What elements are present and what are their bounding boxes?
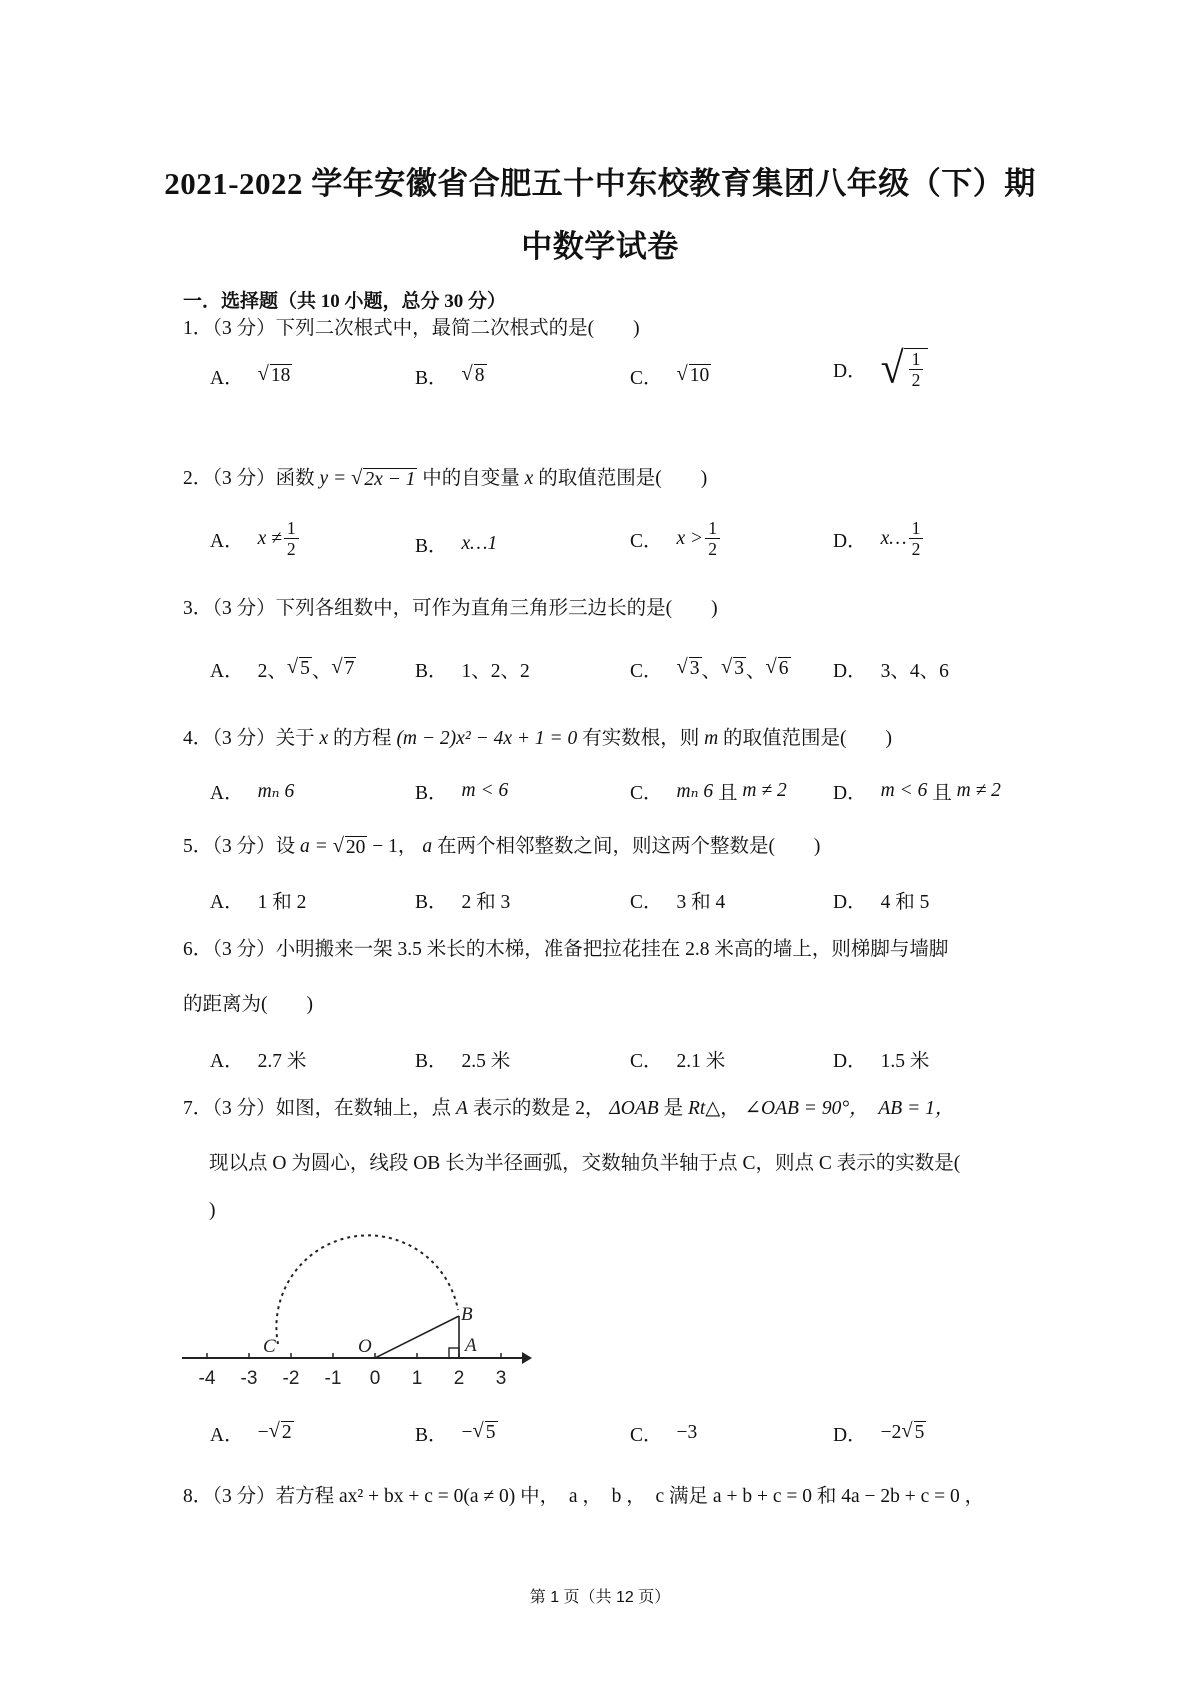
tick-label: 2	[453, 1368, 465, 1389]
option-a: A． x ≠ $\frac{1}{2}$	[210, 518, 301, 559]
page-title-line1: 2021-2022 学年安徽省合肥五十中东校教育集团八年级（下）期	[164, 166, 1036, 201]
right-angle-mark	[449, 1348, 459, 1358]
option-c: C． −3	[630, 1422, 698, 1446]
segment-OB	[375, 1316, 459, 1358]
option-a: A． √ 18	[210, 363, 291, 389]
option-a: A． 2.7 米	[210, 1051, 307, 1072]
question-3-options	[210, 655, 1110, 695]
question-4-options	[210, 777, 1110, 817]
question-1-stem: 1．（3 分）下列二次根式中，最简二次根式的是( )	[183, 318, 640, 339]
point-label-B: B	[461, 1304, 473, 1325]
option-a: A． 2、 √ 5 、 √ 7	[210, 656, 355, 682]
question-1-options	[210, 344, 1110, 402]
sqrt-expression: √ 18	[257, 363, 291, 387]
option-b: B． m < 6	[415, 780, 509, 804]
question-4-stem: 4．（3 分）关于 x 的方程 (m − 2)x² − 4x + 1 = 0 有实数根，则 m 的取值范围是( )	[183, 728, 893, 749]
option-c: C． √ 3 、 √ 3 、 √ 6	[630, 656, 789, 682]
option-b: B． 2.5 米	[415, 1051, 511, 1072]
tick-label: 0	[369, 1368, 381, 1389]
sqrt-fraction: √ $\frac{1}{2}$	[881, 348, 929, 390]
option-c: C． mₙ 6 且 m ≠ 2	[630, 780, 787, 804]
section-heading: 一．选择题（共 10 小题，总分 30 分）	[183, 291, 507, 312]
question-3-stem: 3．（3 分）下列各组数中，可作为直角三角形三边长的是( )	[183, 598, 718, 619]
question-7-stem-line3: )	[209, 1200, 216, 1221]
option-c: C． x > $\frac{1}{2}$	[630, 518, 722, 559]
option-b: B． 2 和 3	[415, 892, 511, 913]
option-a: A． mₙ 6	[210, 781, 295, 804]
option-d: D． 4 和 5	[833, 892, 930, 913]
tick-label: -3	[240, 1368, 258, 1389]
question-8-stem: 8．（3 分）若方程 ax² + bx + c = 0(a ≠ 0) 中， a ， b ， c 满足 a + b + c = 0 和 4a − 2b + c = 0 ，	[183, 1486, 985, 1507]
option-a: A． − √ 2	[210, 1420, 292, 1446]
option-d: D． x… $\frac{1}{2}$	[833, 518, 925, 559]
point-label-C: C	[263, 1336, 276, 1357]
number-line-figure	[180, 1222, 540, 1397]
point-label-A: A	[465, 1335, 477, 1356]
dashed-arc	[276, 1235, 458, 1344]
question-7-stem-line1: 7．（3 分）如图，在数轴上，点 A 表示的数是 2， ΔOAB 是 Rt△， ∠OAB = 90°， AB = 1，	[183, 1098, 955, 1119]
page-footer: 第 1 页（共 12 页）	[529, 1589, 671, 1606]
question-6-stem-line2: 的距离为( )	[183, 994, 313, 1015]
sqrt-expression: √ 10	[676, 363, 710, 387]
option-d: D． 1.5 米	[833, 1051, 930, 1072]
option-c: C． √ 10	[630, 363, 710, 389]
option-a: A． 1 和 2	[210, 892, 307, 913]
option-c: C． 2.1 米	[630, 1051, 726, 1072]
tick-label: -1	[324, 1368, 342, 1389]
tick-label: 3	[495, 1368, 507, 1389]
option-c: C． 3 和 4	[630, 892, 726, 913]
number-line-svg	[180, 1222, 540, 1392]
option-d: D． m < 6 且 m ≠ 2	[833, 780, 1001, 804]
option-d: D． −2 √ 5	[833, 1420, 925, 1446]
option-d: D． √ $\frac{1}{2}$	[833, 348, 928, 390]
option-b: B． √ 8	[415, 363, 485, 389]
question-7-stem-line2: 现以点 O 为圆心，线段 OB 长为半径画弧，交数轴负半轴于点 C，则点 C 表示的实数是(	[209, 1153, 961, 1174]
option-b: B． 1、2、2	[415, 661, 530, 682]
tick-label: 1	[411, 1368, 423, 1389]
point-label-O: O	[358, 1336, 372, 1357]
page-title-line2: 中数学试卷	[521, 229, 679, 264]
question-6-options	[210, 1045, 1110, 1085]
option-b: B． x…1	[415, 533, 498, 557]
option-d: D． 3、4、6	[833, 661, 949, 682]
question-6-stem-line1: 6．（3 分）小明搬来一架 3.5 米长的木梯，准备把拉花挂在 2.8 米高的墙上，则梯脚与墙脚	[183, 939, 949, 960]
question-2-stem: 2．（3 分）函数 y = √ 2x − 1 中的自变量 x 的取值范围是( )	[183, 466, 708, 490]
sqrt-expression: √ 8	[461, 363, 485, 387]
tick-label: -4	[198, 1368, 216, 1389]
question-7-options	[210, 1419, 1110, 1459]
question-2-options	[210, 518, 1110, 558]
question-5-stem: 5．（3 分）设 a = √ 20 − 1， a 在两个相邻整数之间，则这两个整数是( )	[183, 834, 821, 858]
tick-label: -2	[282, 1368, 300, 1389]
question-5-options	[210, 886, 1110, 926]
axis-arrow	[522, 1352, 532, 1364]
option-b: B． − √ 5	[415, 1420, 496, 1446]
